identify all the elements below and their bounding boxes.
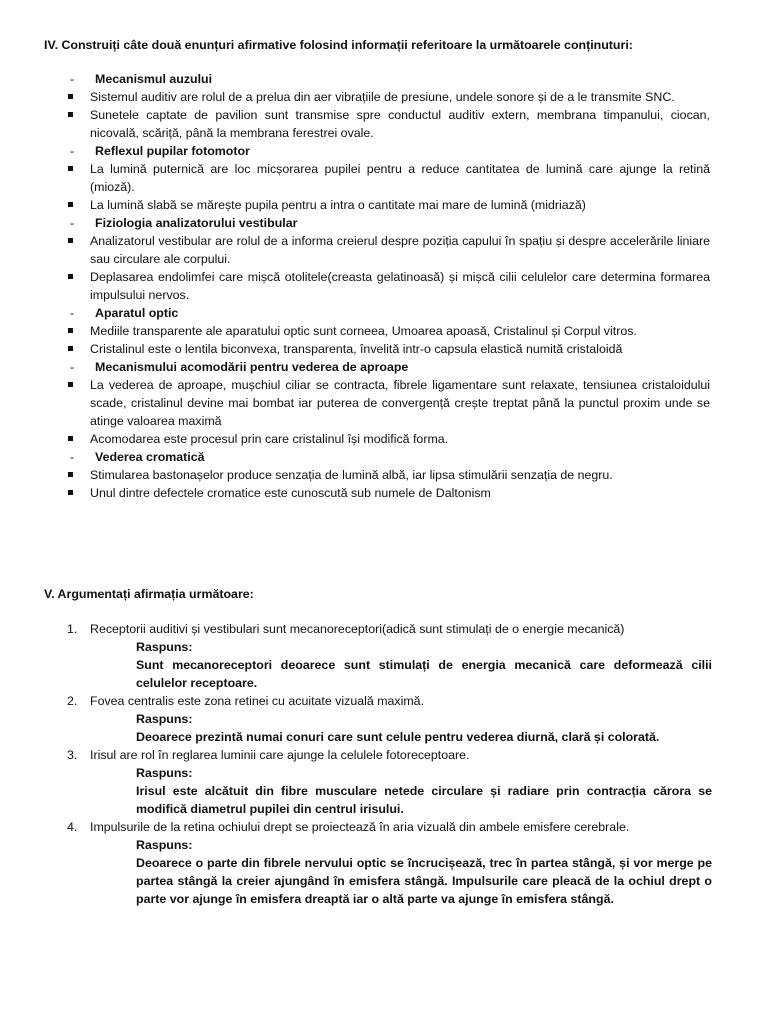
dash-marker: - xyxy=(70,306,75,320)
topic-title: Mecanismului acomodării pentru vederea de aproape xyxy=(95,360,409,374)
square-bullet-icon xyxy=(68,328,73,333)
topic-heading xyxy=(0,358,768,376)
topic-heading xyxy=(0,448,768,466)
topic-title: Mecanismul auzului xyxy=(95,72,213,86)
answer-label: Raspuns: xyxy=(136,838,193,852)
bullet-text: Acomodarea este procesul prin care cristalinul își modifică forma. xyxy=(90,432,449,446)
topic-title: Aparatul optic xyxy=(95,306,179,320)
dash-marker: - xyxy=(70,216,75,230)
section-v-title: V. Argumentați afirmația următoare: xyxy=(44,587,254,601)
item-statement: Irisul are rol în reglarea luminii care ajunge la celulele fotoreceptoare. xyxy=(90,748,470,762)
topic-title: Fiziologia analizatorului vestibular xyxy=(95,216,298,230)
square-bullet-icon xyxy=(68,490,73,495)
square-bullet-icon xyxy=(68,238,73,243)
square-bullet-icon xyxy=(68,166,73,171)
answer-label: Raspuns: xyxy=(136,766,193,780)
list-item xyxy=(0,376,768,430)
answer-label: Raspuns: xyxy=(136,640,193,654)
square-bullet-icon xyxy=(68,346,73,351)
bullet-text: La vederea de aproape, mușchiul ciliar se contracta, fibrele ligamentare sunt relaxate, tensiunea cristaloidului scade, cristalinul devine mai bombat iar puterea de convergență crește treptat până la punctul proxim unde se atinge valoarea maximă xyxy=(90,378,710,428)
numbered-item xyxy=(0,818,768,908)
bullet-text: La lumină slabă se mărește pupila pentru a intra o cantitate mai mare de lumină (midriază) xyxy=(90,198,586,212)
answer-text: Sunt mecanoreceptori deoarece sunt stimulați de energia mecanică care deformează cilii celulelor receptoare. xyxy=(136,658,712,690)
list-item xyxy=(0,268,768,304)
list-item xyxy=(0,196,768,214)
section-iv-body xyxy=(0,70,768,502)
bullet-text: Sistemul auditiv are rolul de a prelua din aer vibrațiile de presiune, undele sonore și de a le transmite SNC. xyxy=(90,90,675,104)
topic-title: Vederea cromatică xyxy=(95,450,205,464)
list-item xyxy=(0,106,768,142)
item-statement: Impulsurile de la retina ochiului drept se proiectează în aria vizuală din ambele emisfere cerebrale. xyxy=(90,820,630,834)
item-number: 2. xyxy=(67,694,78,708)
topic-heading xyxy=(0,304,768,322)
dash-marker: - xyxy=(70,450,75,464)
dash-marker: - xyxy=(70,360,75,374)
topic-heading xyxy=(0,214,768,232)
bullet-text: Cristalinul este o lentila biconvexa, transparenta, învelită intr-o capsula elastică numită cristaloidă xyxy=(90,342,623,356)
bullet-text: Sunetele captate de pavilion sunt transmise spre conductul auditiv extern, membrana timpanului, ciocan, nicovală, scăriță, până la membrana ferestrei ovale. xyxy=(90,108,710,140)
square-bullet-icon xyxy=(68,274,73,279)
square-bullet-icon xyxy=(68,436,73,441)
list-item xyxy=(0,340,768,358)
list-item xyxy=(0,160,768,196)
topic-title: Reflexul pupilar fotomotor xyxy=(95,144,250,158)
item-number: 4. xyxy=(67,820,78,834)
numbered-item xyxy=(0,746,768,818)
bullet-text: Analizatorul vestibular are rolul de a informa creierul despre poziția capului în spațiu și despre accelerările liniare sau circulare ale corpului. xyxy=(90,234,710,266)
bullet-text: Mediile transparente ale aparatului optic sunt corneea, Umoarea apoasă, Cristalinul și Corpul vitros. xyxy=(90,324,637,338)
bullet-text: Unul dintre defectele cromatice este cunoscută sub numele de Daltonism xyxy=(90,486,491,500)
answer-text: Irisul este alcătuit din fibre musculare netede circulare și radiare prin contracția cărora se modifică diametrul pupilei din centrul irisului. xyxy=(136,784,712,816)
bullet-text: Stimularea bastonașelor produce senzația de lumină albă, iar lipsa stimulării senzația de negru. xyxy=(90,468,613,482)
list-item xyxy=(0,322,768,340)
list-item xyxy=(0,484,768,502)
list-item xyxy=(0,232,768,268)
item-statement: Fovea centralis este zona retinei cu acuitate vizuală maximă. xyxy=(90,694,425,708)
square-bullet-icon xyxy=(68,112,73,117)
item-number: 3. xyxy=(67,748,78,762)
square-bullet-icon xyxy=(68,382,73,387)
list-item xyxy=(0,88,768,106)
square-bullet-icon xyxy=(68,94,73,99)
section-v-body xyxy=(0,620,768,908)
dash-marker: - xyxy=(70,144,75,158)
dash-marker: - xyxy=(70,72,75,86)
answer-label: Raspuns: xyxy=(136,712,193,726)
numbered-item xyxy=(0,692,768,746)
bullet-text: La lumină puternică are loc micșorarea pupilei pentru a reduce cantitatea de lumină care ajunge la retină (mioză). xyxy=(90,162,710,194)
square-bullet-icon xyxy=(68,472,73,477)
bullet-text: Deplasarea endolimfei care mișcă otolitele(creasta gelatinoasă) și mișcă cilii celulelor care determina formarea impulsului nervos. xyxy=(90,270,710,302)
numbered-item xyxy=(0,620,768,692)
list-item xyxy=(0,466,768,484)
item-statement: Receptorii auditivi și vestibulari sunt mecanoreceptori(adică sunt stimulați de o energie mecanică) xyxy=(90,622,625,636)
list-item xyxy=(0,430,768,448)
square-bullet-icon xyxy=(68,202,73,207)
answer-text: Deoarece prezintă numai conuri care sunt celule pentru vederea diurnă, clară și colorată. xyxy=(136,730,660,744)
item-number: 1. xyxy=(67,622,78,636)
topic-heading xyxy=(0,142,768,160)
section-iv-title: IV. Construiți câte două enunțuri afirmative folosind informații referitoare la următoarele conținuturi: xyxy=(44,38,633,52)
answer-text: Deoarece o parte din fibrele nervului optic se încrucișează, trec în partea stângă, și vor merge pe partea stângă la creier ajungând în emisfera stângă. Impulsurile care pleacă de la ochiul drept o parte vor ajunge în emisfera dreaptă iar o altă parte va ajunge în emisfera stângă. xyxy=(136,856,712,906)
topic-heading xyxy=(0,70,768,88)
